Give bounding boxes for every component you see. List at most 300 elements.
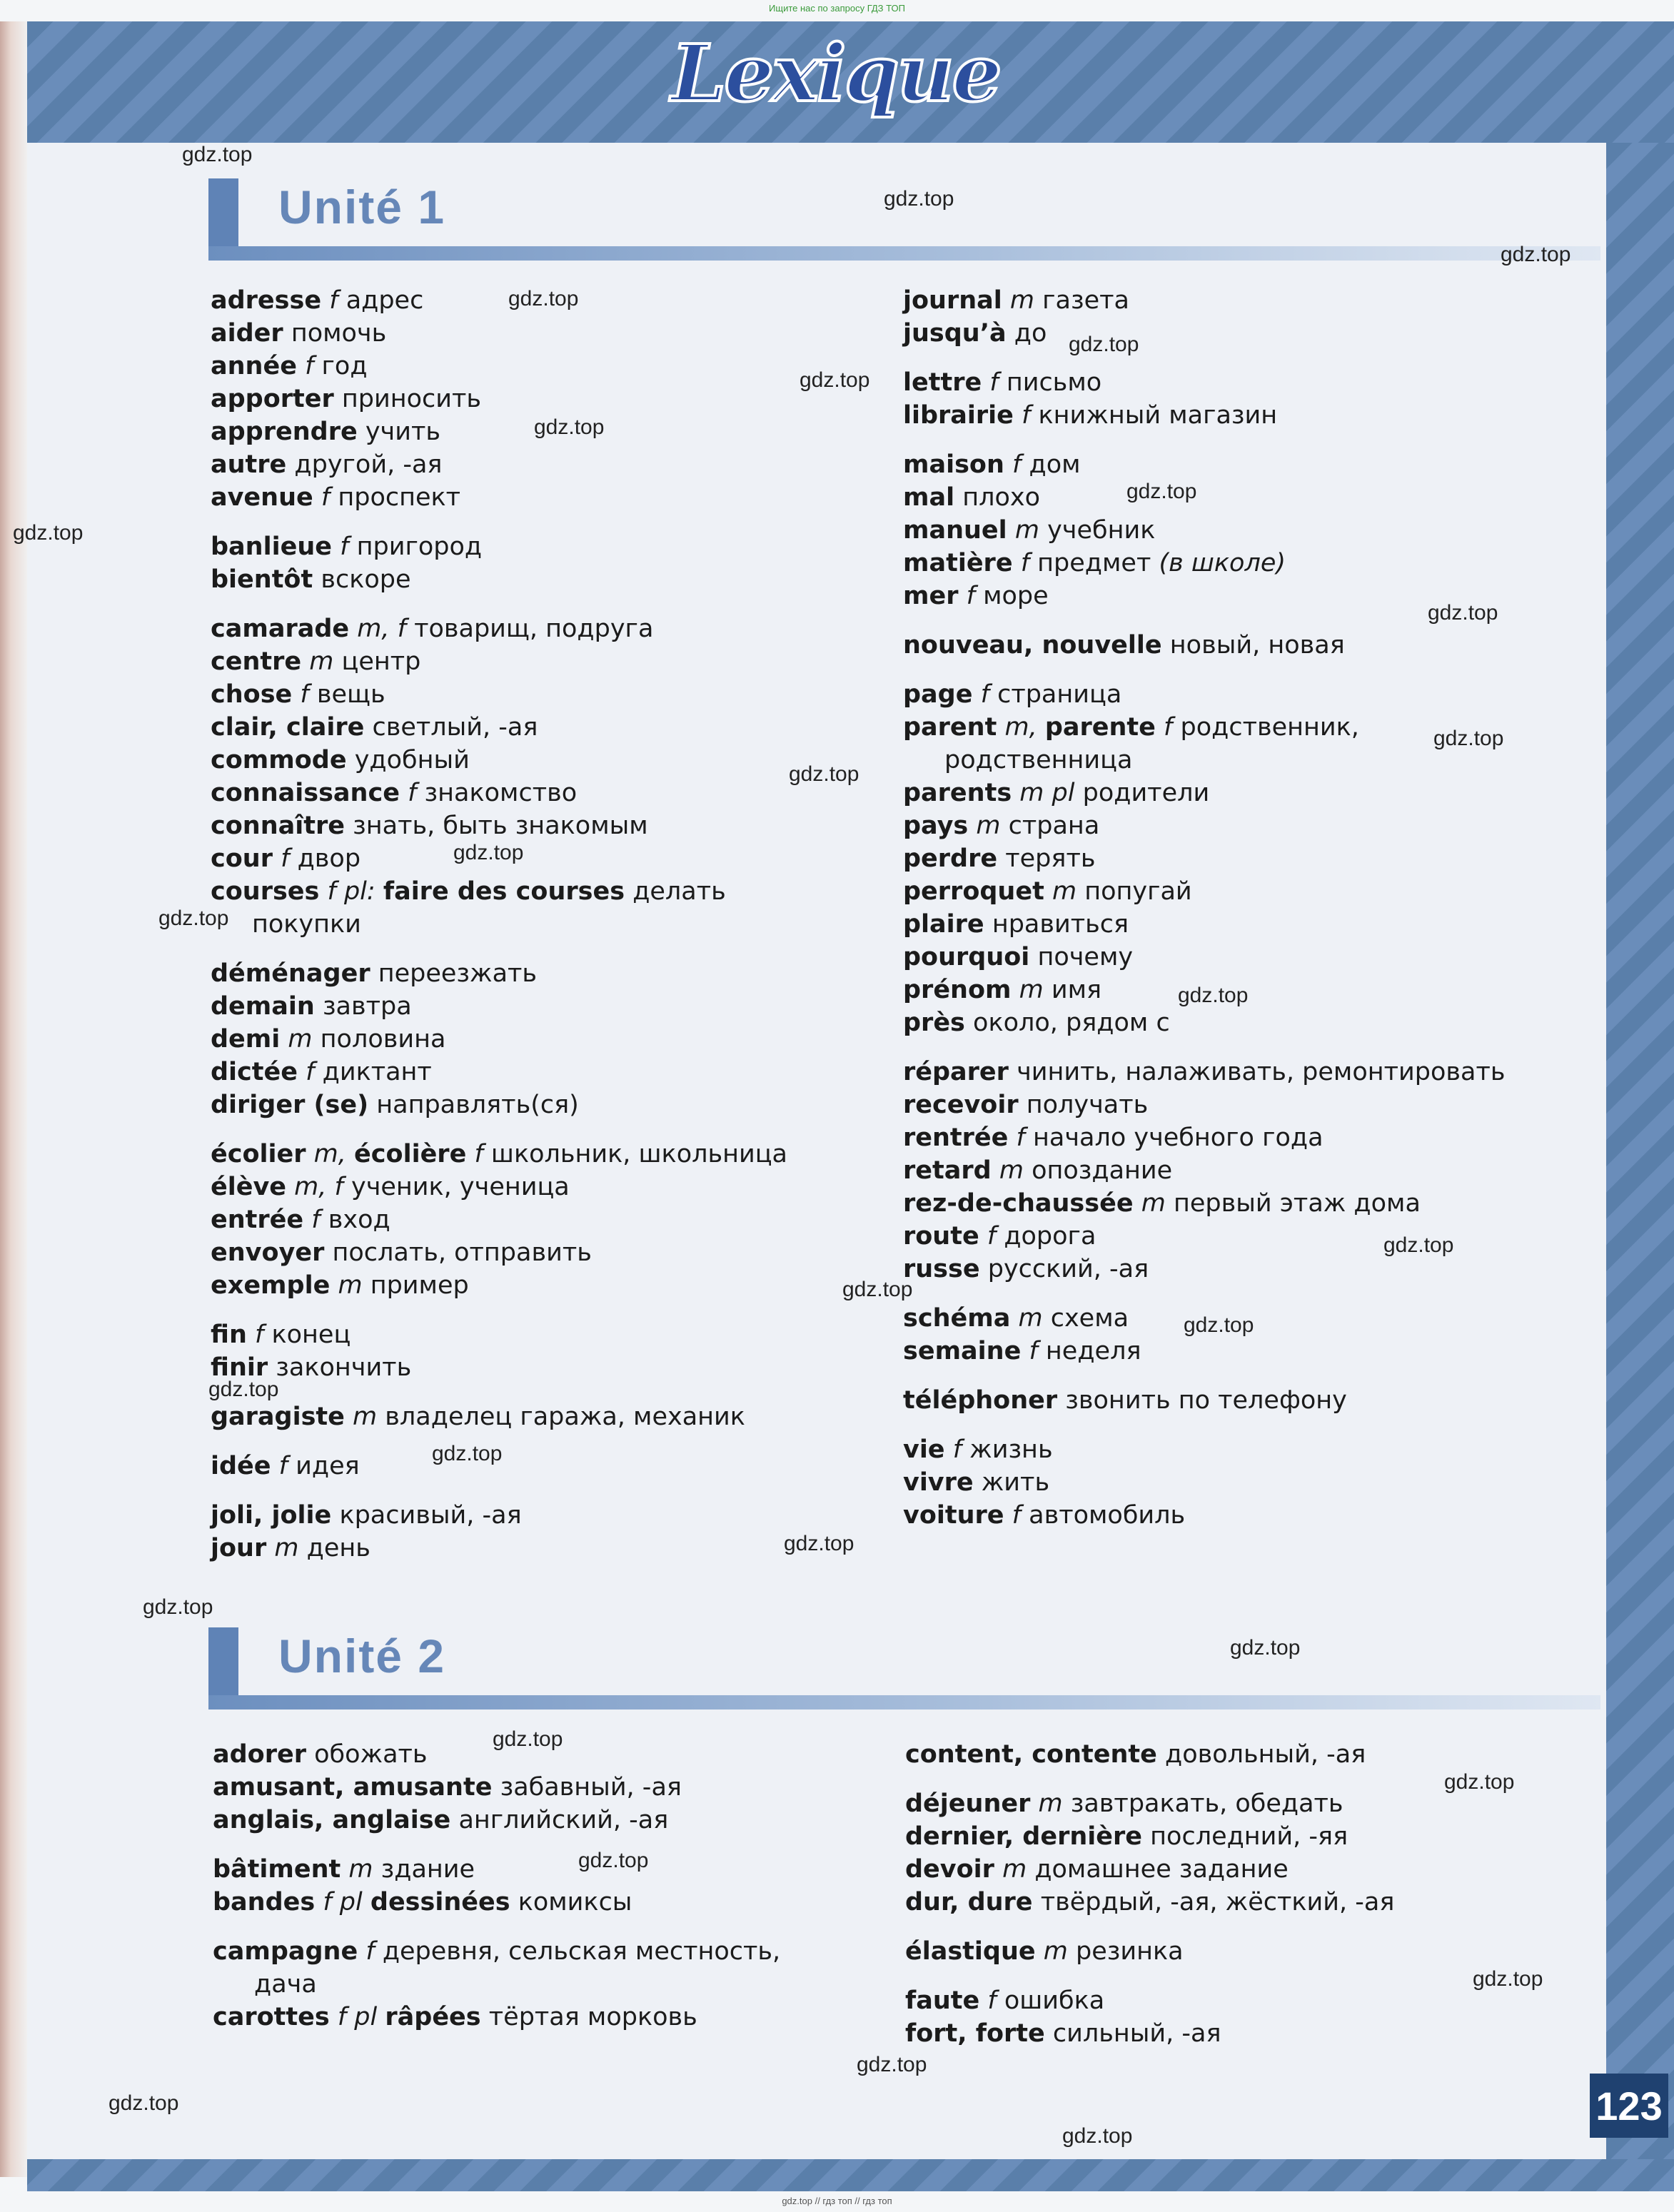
vocab-entry (903, 777, 1505, 809)
entry-gender: f (365, 1937, 375, 1966)
entry-translation: учебник (1047, 516, 1156, 545)
entry-word: apporter (211, 385, 334, 413)
entry-gender: m (976, 812, 1001, 840)
entry-word: finir (211, 1353, 268, 1382)
entry-gender: f (311, 1206, 321, 1234)
entry-translation: страница (997, 680, 1122, 709)
entry-word: dictée (211, 1058, 298, 1086)
vocab-entry (903, 1006, 1505, 1039)
vocab-entry (905, 1820, 1394, 1853)
entry-word: parente (1044, 713, 1156, 742)
watermark-text: gdz.top (432, 1442, 503, 1465)
entry-translation: домашнее задание (1034, 1855, 1289, 1884)
entry-word: aider (211, 319, 283, 348)
vocab-entry (211, 645, 787, 678)
vocab-entry (213, 1853, 780, 1886)
entry-word: téléphoner (903, 1386, 1058, 1415)
unit-2-column-1 (213, 1738, 780, 2034)
unit-2-heading (208, 1627, 1600, 1709)
entry-translation: родители (1082, 779, 1210, 807)
entry-gender: f (1012, 1501, 1021, 1530)
bottom-band (27, 2159, 1674, 2191)
entry-translation: половина (320, 1025, 446, 1054)
watermark-text: gdz.top (1444, 1770, 1515, 1794)
vocab-entry (211, 448, 787, 481)
entry-word: demi (211, 1025, 281, 1054)
vocab-entry (903, 284, 1505, 317)
vocab-entry (903, 875, 1505, 908)
entry-gender: f pl (323, 1888, 363, 1916)
entry-gender: f (952, 1435, 962, 1464)
entry-gender: f (278, 1452, 288, 1480)
entry-word: campagne (213, 1937, 358, 1966)
watermark-text: gdz.top (208, 1378, 279, 1401)
entry-word: apprendre (211, 418, 358, 446)
entry-translation: схема (1050, 1304, 1129, 1333)
entry-translation: русский, -ая (987, 1255, 1149, 1283)
entry-gender: m (274, 1534, 299, 1562)
entry-word: fin (211, 1320, 247, 1349)
entry-word: écolier (211, 1140, 306, 1168)
entry-word: connaissance (211, 779, 400, 807)
watermark-text: gdz.top (784, 1532, 854, 1555)
watermark-text: gdz.top (1230, 1636, 1301, 1660)
entry-word: plaire (903, 910, 984, 939)
page-number: 123 (1590, 2074, 1668, 2138)
entry-gender: m (999, 1156, 1024, 1185)
entry-gender: m (1052, 877, 1077, 906)
entry-gender: f (306, 1058, 315, 1086)
entry-word: content, contente (905, 1740, 1157, 1769)
entry-gender: f pl: (327, 877, 375, 906)
entry-translation: автомобиль (1029, 1501, 1186, 1530)
entry-word: camarade (211, 615, 350, 643)
entry-word: librairie (903, 401, 1014, 430)
entry-word: recevoir (903, 1091, 1019, 1119)
vocab-entry (903, 1056, 1505, 1089)
entry-word: banlieue (211, 532, 332, 561)
watermark-text: gdz.top (1062, 2124, 1133, 2148)
entry-word: manuel (903, 516, 1007, 545)
watermark-text: gdz.top (158, 906, 229, 930)
bottom-note: gdz.top // гдз топ // гдз топ (782, 2196, 892, 2206)
entry-gender: f (255, 1320, 264, 1349)
entry-translation: вход (328, 1206, 390, 1234)
entry-translation: учить (365, 418, 440, 446)
entry-word: bandes (213, 1888, 316, 1916)
entry-word: perdre (903, 844, 998, 873)
entry-gender: m, (1004, 713, 1037, 742)
vocab-entry (211, 1400, 787, 1433)
entry-word: semaine (903, 1337, 1022, 1365)
entry-gender: m (1141, 1189, 1166, 1218)
entry-gender: f (305, 352, 314, 380)
entry-translation: ошибка (1004, 1986, 1105, 2015)
vocab-entry (211, 530, 787, 563)
unit-2-title: Unité 2 (278, 1630, 446, 1682)
watermark-text: gdz.top (493, 1727, 563, 1751)
entry-translation: терять (1005, 844, 1096, 873)
entry-translation: светлый, -ая (372, 713, 538, 742)
entry-word: râpées (385, 2003, 481, 2031)
vocab-entry (213, 1771, 780, 1804)
entry-word: retard (903, 1156, 992, 1185)
watermark-text: gdz.top (789, 762, 859, 786)
vocab-entry (905, 1935, 1394, 1968)
entry-word: connaître (211, 812, 345, 840)
entry-translation: последний, -яя (1150, 1822, 1348, 1851)
vocab-entry (213, 1886, 780, 1919)
entry-gender: f (408, 779, 417, 807)
entry-gender: f (1012, 450, 1022, 479)
vocab-entry (211, 612, 787, 645)
vocab-entry (211, 1532, 787, 1565)
vocab-entry (211, 809, 787, 842)
entry-word: demain (211, 992, 315, 1021)
entry-translation: имя (1051, 976, 1102, 1004)
entry-translation: двор (297, 844, 361, 873)
entry-word: parents (903, 779, 1012, 807)
entry-gender: f (340, 532, 349, 561)
entry-translation: звонить по телефону (1065, 1386, 1347, 1415)
entry-word: voiture (903, 1501, 1004, 1530)
vocab-entry (211, 957, 787, 990)
entry-translation: нравиться (992, 910, 1129, 939)
vocab-entry (211, 1236, 787, 1269)
entry-translation: новый, новая (1169, 631, 1345, 660)
right-sidebar-band (1606, 143, 1674, 2163)
vocab-entry (903, 678, 1505, 711)
vocab-entry (903, 908, 1505, 941)
entry-translation: получать (1026, 1091, 1149, 1119)
entry-translation: жить (981, 1468, 1050, 1497)
watermark-text: gdz.top (1428, 601, 1498, 625)
entry-translation: первый этаж дома (1173, 1189, 1421, 1218)
watermark-text: gdz.top (1184, 1313, 1254, 1337)
entry-translation: забавный, -ая (500, 1773, 682, 1802)
entry-translation: комиксы (518, 1888, 632, 1916)
vocab-entry (211, 1499, 787, 1532)
entry-word: adresse (211, 286, 322, 315)
watermark-text: gdz.top (534, 415, 605, 439)
entry-translation: год (321, 352, 368, 380)
unit-2-column-2 (905, 1738, 1394, 2050)
entry-word: année (211, 352, 297, 380)
entry-gender: f (989, 368, 999, 397)
entry-translation: удобный (354, 746, 470, 774)
entry-translation: ученик, ученица (351, 1173, 570, 1201)
watermark-text: gdz.top (13, 521, 84, 545)
watermark-text: gdz.top (143, 1595, 213, 1619)
entry-continuation: покупки (252, 910, 361, 939)
entry-word: garagiste (211, 1403, 345, 1431)
entry-word: fort, forte (905, 2019, 1045, 2048)
entry-translation: твёрдый, -ая, жёсткий, -ая (1040, 1888, 1395, 1916)
entry-translation: вещь (316, 680, 385, 709)
entry-word: lettre (903, 368, 982, 397)
entry-translation: направлять(ся) (376, 1091, 579, 1119)
vocab-entry (903, 514, 1505, 547)
vocab-entry (211, 350, 787, 383)
watermark-text: gdz.top (1178, 984, 1249, 1007)
entry-translation: чинить, налаживать, ремонтировать (1017, 1058, 1506, 1086)
entry-translation: идея (296, 1452, 360, 1480)
watermark-text: gdz.top (109, 2091, 179, 2115)
entry-word: nouveau, nouvelle (903, 631, 1162, 660)
entry-translation: знать, быть знакомым (353, 812, 648, 840)
entry-gender: f (1164, 713, 1173, 742)
entry-translation: завтра (322, 992, 412, 1021)
entry-translation: море (983, 582, 1049, 610)
entry-word: carottes (213, 2003, 330, 2031)
entry-translation: помочь (291, 319, 387, 348)
entry-translation: предмет (1037, 549, 1151, 577)
entry-word: commode (211, 746, 347, 774)
entry-translation: около, рядом с (973, 1009, 1170, 1037)
entry-gender: f (1022, 401, 1031, 430)
entry-translation: вскоре (321, 565, 411, 594)
unit-1-column-1 (211, 284, 787, 1565)
entry-word: autre (211, 450, 287, 479)
vocab-entry (211, 317, 787, 350)
entry-word: centre (211, 647, 302, 676)
vocab-entry (213, 1935, 780, 1968)
entry-word: perroquet (903, 877, 1044, 906)
entry-translation: резинка (1076, 1937, 1184, 1966)
entry-continuation: родственница (944, 746, 1133, 774)
entry-translation: проспект (338, 483, 461, 512)
watermark-text: gdz.top (578, 1849, 649, 1872)
vocab-entry (211, 990, 787, 1023)
entry-word: réparer (903, 1058, 1009, 1086)
vocab-entry (903, 1433, 1505, 1466)
entry-translation: жизнь (969, 1435, 1053, 1464)
vocab-entry (211, 383, 787, 415)
entry-word: élève (211, 1173, 287, 1201)
entry-word: dernier, dernière (905, 1822, 1143, 1851)
entry-gender: f (980, 680, 989, 709)
entry-word: faire des courses (383, 877, 625, 906)
entry-note: (в школе) (1159, 549, 1286, 577)
entry-translation: дорога (1004, 1222, 1096, 1251)
entry-translation: неделя (1045, 1337, 1141, 1365)
entry-gender: f (987, 1222, 997, 1251)
entry-word: jour (211, 1534, 267, 1562)
entry-gender: m (353, 1403, 378, 1431)
entry-gender: m (1043, 1937, 1068, 1966)
entry-word: mal (903, 483, 955, 512)
entry-word: bâtiment (213, 1855, 341, 1884)
watermark-text: gdz.top (1501, 243, 1571, 266)
entry-gender: m (309, 647, 334, 676)
vocab-entry (905, 2017, 1394, 2050)
vocab-entry (905, 1738, 1394, 1771)
entry-gender: f (1016, 1123, 1025, 1152)
vocab-entry (213, 1804, 780, 1837)
vocab-entry (903, 1335, 1505, 1368)
entry-translation: закончить (276, 1353, 412, 1382)
top-note: Ищите нас по запросу ГДЗ ТОП (769, 3, 905, 14)
vocab-entry (211, 1171, 787, 1203)
entry-translation: центр (341, 647, 421, 676)
vocab-entry (211, 1089, 787, 1121)
vocab-entry (903, 547, 1505, 580)
watermark-text: gdz.top (1126, 480, 1197, 503)
entry-gender: f (987, 1986, 997, 2015)
vocab-entry (903, 481, 1505, 514)
vocab-entry (905, 1853, 1394, 1886)
entry-gender: m, f (357, 615, 406, 643)
entry-translation: знакомство (424, 779, 578, 807)
entry-translation: начало учебного года (1033, 1123, 1323, 1152)
entry-gender: f pl (337, 2003, 378, 2031)
entry-gender: f (966, 582, 975, 610)
vocab-entry (211, 563, 787, 596)
entry-word: déménager (211, 959, 370, 988)
entry-translation: школьник, школьница (490, 1140, 787, 1168)
entry-word: rentrée (903, 1123, 1009, 1152)
entry-word: devoir (905, 1855, 994, 1884)
page-left-edge (0, 21, 27, 2177)
unit-1-column-2 (903, 284, 1505, 1532)
entry-word: clair, claire (211, 713, 365, 742)
entry-word: faute (905, 1986, 980, 2015)
vocab-entry (903, 1466, 1505, 1499)
entry-gender: m (288, 1025, 313, 1054)
entry-word: chose (211, 680, 293, 709)
entry-translation: конец (271, 1320, 351, 1349)
vocab-entry (903, 1384, 1505, 1417)
entry-word: courses (211, 877, 320, 906)
entry-word: près (903, 1009, 965, 1037)
entry-gender: m (1009, 286, 1035, 315)
vocab-entry (903, 1499, 1505, 1532)
watermark-text: gdz.top (800, 368, 870, 392)
entry-word: pourquoi (903, 943, 1030, 971)
entry-word: pays (903, 812, 969, 840)
entry-translation: переезжать (378, 959, 538, 988)
vocab-entry (903, 1154, 1505, 1187)
entry-translation: деревня, сельская местность, (382, 1937, 781, 1966)
entry-gender: m (1019, 976, 1044, 1004)
vocab-entry (903, 580, 1505, 612)
vocab-entry (211, 1138, 787, 1171)
vocab-entry (903, 941, 1505, 974)
entry-translation: довольный, -ая (1165, 1740, 1366, 1769)
page-title: Lexique (671, 27, 1000, 119)
vocab-entry (211, 1203, 787, 1236)
vocab-entry (903, 366, 1505, 399)
vocab-entry (903, 448, 1505, 481)
entry-word: journal (903, 286, 1002, 315)
entry-gender: f (474, 1140, 483, 1168)
entry-word: jusqu’à (903, 319, 1007, 348)
vocab-entry (903, 842, 1505, 875)
entry-translation: обожать (314, 1740, 428, 1769)
entry-gender: m pl (1019, 779, 1075, 807)
entry-translation: до (1014, 319, 1047, 348)
entry-word: cour (211, 844, 273, 873)
entry-word: bientôt (211, 565, 313, 594)
watermark-text: gdz.top (842, 1278, 913, 1301)
vocab-entry (903, 711, 1505, 744)
entry-translation: тёртая морковь (488, 2003, 697, 2031)
entry-gender: m (1038, 1789, 1063, 1818)
entry-translation: другой, -ая (294, 450, 443, 479)
entry-translation: завтракать, обедать (1070, 1789, 1343, 1818)
entry-translation: сильный, -ая (1052, 2019, 1221, 2048)
entry-continuation: дача (254, 1970, 317, 1999)
watermark-text: gdz.top (857, 2053, 927, 2076)
vocab-entry (211, 1318, 787, 1351)
entry-word: exemple (211, 1271, 331, 1300)
entry-gender: f (1029, 1337, 1038, 1365)
vocab-entry (903, 1121, 1505, 1154)
entry-gender: f (329, 286, 338, 315)
entry-translation: попугай (1084, 877, 1192, 906)
vocab-entry (903, 317, 1505, 350)
entry-translation: здание (380, 1855, 475, 1884)
entry-word: dessinées (370, 1888, 510, 1916)
watermark-text: gdz.top (884, 187, 954, 211)
entry-gender: m (1002, 1855, 1027, 1884)
entry-translation: страна (1008, 812, 1100, 840)
entry-gender: m (1014, 516, 1039, 545)
entry-translation: опоздание (1032, 1156, 1173, 1185)
entry-word: russe (903, 1255, 980, 1283)
entry-word: maison (903, 450, 1004, 479)
entry-translation: послать, отправить (332, 1238, 592, 1267)
entry-word: élastique (905, 1937, 1036, 1966)
entry-translation: владелец гаража, механик (385, 1403, 745, 1431)
vocab-entry (211, 415, 787, 448)
vocab-entry (211, 1023, 787, 1056)
vocab-entry (211, 875, 787, 908)
vocab-entry (903, 1089, 1505, 1121)
vocab-entry (905, 1787, 1394, 1820)
entry-translation: плохо (962, 483, 1041, 512)
entry-translation: почему (1037, 943, 1134, 971)
entry-word: adorer (213, 1740, 306, 1769)
watermark-text: gdz.top (1433, 727, 1504, 750)
entry-translation: красивый, -ая (339, 1501, 522, 1530)
heading-underline (208, 246, 1600, 261)
entry-word: dur, dure (905, 1888, 1033, 1916)
entry-gender: m, (313, 1140, 346, 1168)
entry-word: écolière (354, 1140, 467, 1168)
entry-gender: f (281, 844, 290, 873)
vocab-entry (211, 711, 787, 744)
entry-word: avenue (211, 483, 313, 512)
watermark-text: gdz.top (453, 841, 524, 864)
entry-word: parent (903, 713, 997, 742)
entry-gender: f (300, 680, 309, 709)
entry-word: amusant, amusante (213, 1773, 493, 1802)
entry-word: envoyer (211, 1238, 325, 1267)
vocab-entry (903, 629, 1505, 662)
entry-translation: товарищ, подруга (414, 615, 654, 643)
entry-translation: делать (632, 877, 726, 906)
entry-word: anglais, anglaise (213, 1806, 451, 1834)
entry-gender: m (338, 1271, 363, 1300)
watermark-text: gdz.top (508, 287, 579, 310)
vocab-entry (213, 2001, 780, 2034)
entry-gender: m (1018, 1304, 1043, 1333)
entry-word: diriger (se) (211, 1091, 369, 1119)
entry-word: vie (903, 1435, 945, 1464)
vocab-entry (211, 777, 787, 809)
entry-word: rez-de-chaussée (903, 1189, 1134, 1218)
